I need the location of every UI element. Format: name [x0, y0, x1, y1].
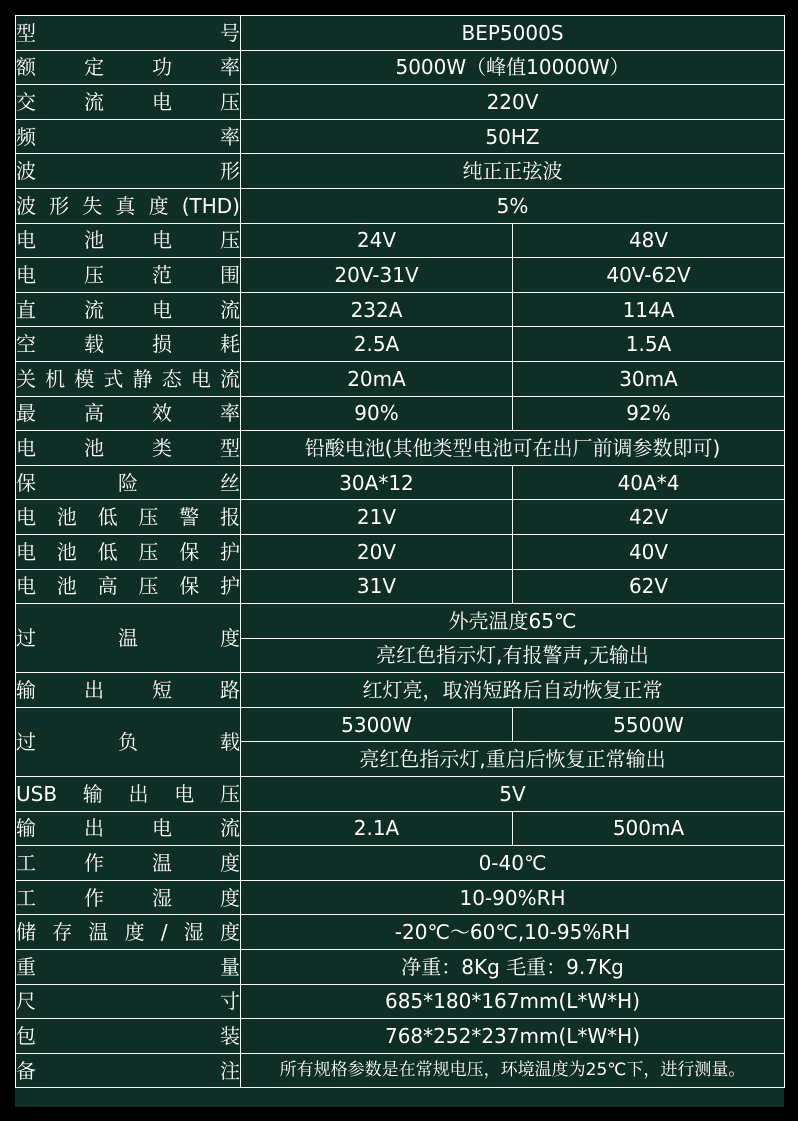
row-label-text	[16, 20, 240, 45]
spec-table	[15, 15, 785, 1088]
table-row	[16, 431, 785, 466]
row-label	[16, 119, 241, 154]
label-char: (THD)	[181, 193, 240, 218]
label-char: 形	[49, 193, 70, 218]
label-char: 低	[97, 539, 118, 564]
label-char: 险	[118, 470, 138, 495]
row-label-text	[16, 1024, 240, 1049]
table-row	[16, 119, 785, 154]
label-char: 尺	[16, 989, 36, 1014]
label-char: 出	[84, 816, 104, 841]
label-char: 型	[220, 435, 240, 460]
label-char: 模	[74, 366, 95, 391]
label-char: 静	[132, 366, 153, 391]
row-label	[16, 915, 241, 950]
row-label	[16, 327, 241, 362]
label-char: 储	[16, 920, 36, 945]
label-char: 电	[152, 816, 172, 841]
table-row	[16, 1053, 785, 1088]
label-char: 电	[174, 781, 195, 806]
label-char: 空	[16, 332, 36, 357]
label-char: 率	[220, 55, 240, 80]
label-char: 输	[16, 816, 36, 841]
label-char: 注	[220, 1058, 240, 1083]
label-char: 度	[124, 920, 145, 945]
row-value: 5V	[241, 777, 785, 812]
row-value: 10-90%RH	[241, 880, 785, 915]
label-char: 保	[16, 470, 36, 495]
row-value: 685*180*167mm(L*W*H)	[241, 984, 785, 1019]
row-value: 30mA	[513, 361, 785, 396]
label-char: 率	[220, 124, 240, 149]
label-char: 号	[220, 20, 240, 45]
label-char: 压	[84, 262, 104, 287]
row-value: 114A	[513, 292, 785, 327]
label-char: 电	[16, 435, 36, 460]
row-value: 21V	[241, 500, 513, 535]
row-label	[16, 534, 241, 569]
label-char: 直	[16, 297, 36, 322]
row-value: 5000W（峰值10000W）	[241, 50, 785, 85]
label-char: 过	[16, 729, 36, 754]
label-char: 形	[220, 159, 240, 184]
table-row	[16, 258, 785, 293]
row-label-text	[16, 851, 240, 876]
label-char: 温	[152, 851, 172, 876]
label-char: 围	[220, 262, 240, 287]
row-label	[16, 673, 241, 708]
row-label-text	[16, 954, 240, 979]
table-row	[16, 707, 785, 742]
label-char: USB	[16, 781, 58, 806]
table-row	[16, 534, 785, 569]
row-value: 24V	[241, 223, 513, 258]
label-char: 波	[16, 159, 36, 184]
label-char: 包	[16, 1024, 36, 1049]
table-row	[16, 50, 785, 85]
label-char: 备	[16, 1058, 36, 1083]
table-row	[16, 569, 785, 604]
row-value: 亮红色指示灯,重启后恢复正常输出	[241, 742, 785, 777]
table-row	[16, 16, 785, 51]
table-row	[16, 465, 785, 500]
label-char: 输	[82, 781, 103, 806]
label-char: 寸	[220, 989, 240, 1014]
row-label-text	[16, 729, 240, 754]
row-value: 20V	[241, 534, 513, 569]
label-char: 保	[179, 574, 200, 599]
row-value: 30A*12	[241, 465, 513, 500]
row-value: 40V	[513, 534, 785, 569]
row-label-text	[16, 401, 240, 426]
row-label-text	[16, 262, 240, 287]
label-char: 存	[52, 920, 73, 945]
row-label	[16, 188, 241, 223]
label-char: 范	[152, 262, 172, 287]
label-char: 度	[148, 193, 169, 218]
label-char: 警	[179, 505, 200, 530]
label-char: 压	[220, 228, 240, 253]
label-char: 交	[16, 89, 36, 114]
row-label-text	[16, 989, 240, 1014]
row-value: 2.5A	[241, 327, 513, 362]
label-char: 载	[220, 729, 240, 754]
label-char: 电	[16, 262, 36, 287]
table-row	[16, 500, 785, 535]
label-char: 池	[84, 435, 104, 460]
label-char: 湿	[183, 920, 204, 945]
label-char: 效	[152, 401, 172, 426]
row-label	[16, 950, 241, 985]
label-char: 电	[16, 228, 36, 253]
row-value: 232A	[241, 292, 513, 327]
row-value: 铅酸电池(其他类型电池可在出厂前调参数即可)	[241, 431, 785, 466]
row-label	[16, 50, 241, 85]
row-label	[16, 604, 241, 673]
label-char: 电	[152, 228, 172, 253]
label-char: 最	[16, 401, 36, 426]
table-row	[16, 361, 785, 396]
row-label	[16, 1019, 241, 1054]
label-char: 出	[128, 781, 149, 806]
row-label	[16, 16, 241, 51]
row-value: 20mA	[241, 361, 513, 396]
table-row	[16, 327, 785, 362]
label-char: 量	[220, 954, 240, 979]
label-char: 电	[190, 366, 211, 391]
table-row	[16, 1019, 785, 1054]
label-char: 度	[219, 920, 240, 945]
label-char: 重	[16, 954, 36, 979]
label-char: 压	[220, 781, 240, 806]
row-label	[16, 292, 241, 327]
row-label-text	[16, 816, 240, 841]
row-value: 5500W	[513, 707, 785, 742]
row-value: BEP5000S	[241, 16, 785, 51]
label-char: 失	[82, 193, 103, 218]
label-char: 压	[220, 89, 240, 114]
row-value: 62V	[513, 569, 785, 604]
row-value: 20V-31V	[241, 258, 513, 293]
label-char: 高	[97, 574, 118, 599]
label-char: 态	[161, 366, 182, 391]
row-value: 5300W	[241, 707, 513, 742]
label-char: 流	[84, 89, 104, 114]
label-char: 压	[138, 505, 159, 530]
label-char: 度	[220, 851, 240, 876]
row-value: -20℃～60℃,10-95%RH	[241, 915, 785, 950]
label-char: 工	[16, 885, 36, 910]
label-char: 额	[16, 55, 36, 80]
row-label-text	[16, 626, 240, 651]
label-char: 温	[88, 920, 109, 945]
row-label-text	[16, 159, 240, 184]
label-char: 池	[56, 505, 77, 530]
row-label	[16, 569, 241, 604]
row-value: 40V-62V	[513, 258, 785, 293]
row-label-text	[16, 193, 240, 218]
table-row	[16, 777, 785, 812]
row-value: 5%	[241, 188, 785, 223]
row-label-text	[16, 55, 240, 80]
label-char: 电	[16, 574, 36, 599]
label-char: 损	[152, 332, 172, 357]
label-char: 过	[16, 626, 36, 651]
table-row	[16, 880, 785, 915]
table-row	[16, 811, 785, 846]
row-value: 红灯亮，取消短路后自动恢复正常	[241, 673, 785, 708]
row-value: 1.5A	[513, 327, 785, 362]
row-value: 48V	[513, 223, 785, 258]
row-value: 0-40℃	[241, 846, 785, 881]
label-char: 压	[138, 574, 159, 599]
row-label-text	[16, 505, 240, 530]
table-row	[16, 292, 785, 327]
row-label	[16, 500, 241, 535]
row-label-text	[16, 574, 240, 599]
row-value: 亮红色指示灯,有报警声,无输出	[241, 638, 785, 673]
label-char: 频	[16, 124, 36, 149]
row-label-text	[16, 920, 240, 945]
table-row	[16, 85, 785, 120]
row-label	[16, 811, 241, 846]
row-value: 92%	[513, 396, 785, 431]
row-label	[16, 984, 241, 1019]
label-char: 波	[16, 193, 36, 218]
table-row	[16, 950, 785, 985]
label-char: 作	[84, 885, 104, 910]
table-row	[16, 396, 785, 431]
row-label-text	[16, 89, 240, 114]
row-value: 净重：8Kg 毛重：9.7Kg	[241, 950, 785, 985]
label-char: 流	[220, 816, 240, 841]
label-char: 池	[84, 228, 104, 253]
label-char: 式	[103, 366, 124, 391]
row-label-text	[16, 470, 240, 495]
table-row	[16, 846, 785, 881]
table-row	[16, 188, 785, 223]
label-char: 电	[152, 297, 172, 322]
row-value: 所有规格参数是在常规电压，环境温度为25℃下，进行测量。	[241, 1053, 785, 1088]
row-label-text	[16, 678, 240, 703]
row-label	[16, 846, 241, 881]
label-char: 作	[84, 851, 104, 876]
row-label	[16, 396, 241, 431]
row-label	[16, 154, 241, 189]
row-label	[16, 880, 241, 915]
label-char: 电	[152, 89, 172, 114]
label-char: 保	[179, 539, 200, 564]
label-char: 类	[152, 435, 172, 460]
label-char: 温	[118, 626, 138, 651]
row-label	[16, 431, 241, 466]
label-char: 丝	[220, 470, 240, 495]
row-label-text	[16, 124, 240, 149]
label-char: 池	[56, 539, 77, 564]
row-value: 50HZ	[241, 119, 785, 154]
label-char: 率	[220, 401, 240, 426]
label-char: 护	[219, 574, 240, 599]
row-value: 500mA	[513, 811, 785, 846]
table-row	[16, 984, 785, 1019]
table-row	[16, 604, 785, 639]
label-char: 流	[220, 297, 240, 322]
row-label	[16, 707, 241, 776]
label-char: 池	[56, 574, 77, 599]
row-value: 外壳温度65℃	[241, 604, 785, 639]
row-value: 31V	[241, 569, 513, 604]
label-char: 湿	[152, 885, 172, 910]
label-char: 功	[152, 55, 172, 80]
label-char: 压	[138, 539, 159, 564]
row-value: 90%	[241, 396, 513, 431]
row-label-text	[16, 435, 240, 460]
label-char: 耗	[220, 332, 240, 357]
row-value: 220V	[241, 85, 785, 120]
label-char: 载	[84, 332, 104, 357]
row-label	[16, 85, 241, 120]
label-char: 出	[84, 678, 104, 703]
label-char: 流	[84, 297, 104, 322]
label-char: 机	[45, 366, 66, 391]
table-row	[16, 223, 785, 258]
label-char: 报	[219, 505, 240, 530]
row-label	[16, 258, 241, 293]
row-label-text	[16, 297, 240, 322]
label-char: 关	[16, 366, 36, 391]
label-char: 型	[16, 20, 36, 45]
label-char: 高	[84, 401, 104, 426]
row-value: 768*252*237mm(L*W*H)	[241, 1019, 785, 1054]
table-row	[16, 154, 785, 189]
row-label	[16, 361, 241, 396]
row-label-text	[16, 1058, 240, 1083]
row-label-text	[16, 539, 240, 564]
label-char: 电	[16, 505, 36, 530]
label-char: 电	[16, 539, 36, 564]
label-char: 负	[118, 729, 138, 754]
row-value: 纯正正弦波	[241, 154, 785, 189]
row-label-text	[16, 781, 240, 806]
row-label-text	[16, 332, 240, 357]
row-value: 42V	[513, 500, 785, 535]
row-label-text	[16, 366, 240, 391]
label-char: /	[160, 920, 168, 945]
label-char: 输	[16, 678, 36, 703]
row-label	[16, 223, 241, 258]
label-char: 装	[220, 1024, 240, 1049]
label-char: 定	[84, 55, 104, 80]
row-label-text	[16, 228, 240, 253]
table-row	[16, 673, 785, 708]
label-char: 度	[220, 885, 240, 910]
label-char: 路	[220, 678, 240, 703]
table-row	[16, 915, 785, 950]
row-label	[16, 777, 241, 812]
label-char: 低	[97, 505, 118, 530]
label-char: 度	[220, 626, 240, 651]
label-char: 工	[16, 851, 36, 876]
row-label	[16, 465, 241, 500]
row-value: 40A*4	[513, 465, 785, 500]
row-value: 2.1A	[241, 811, 513, 846]
label-char: 真	[115, 193, 136, 218]
label-char: 护	[219, 539, 240, 564]
row-label	[16, 1053, 241, 1088]
label-char: 短	[152, 678, 172, 703]
label-char: 流	[219, 366, 240, 391]
row-label-text	[16, 885, 240, 910]
